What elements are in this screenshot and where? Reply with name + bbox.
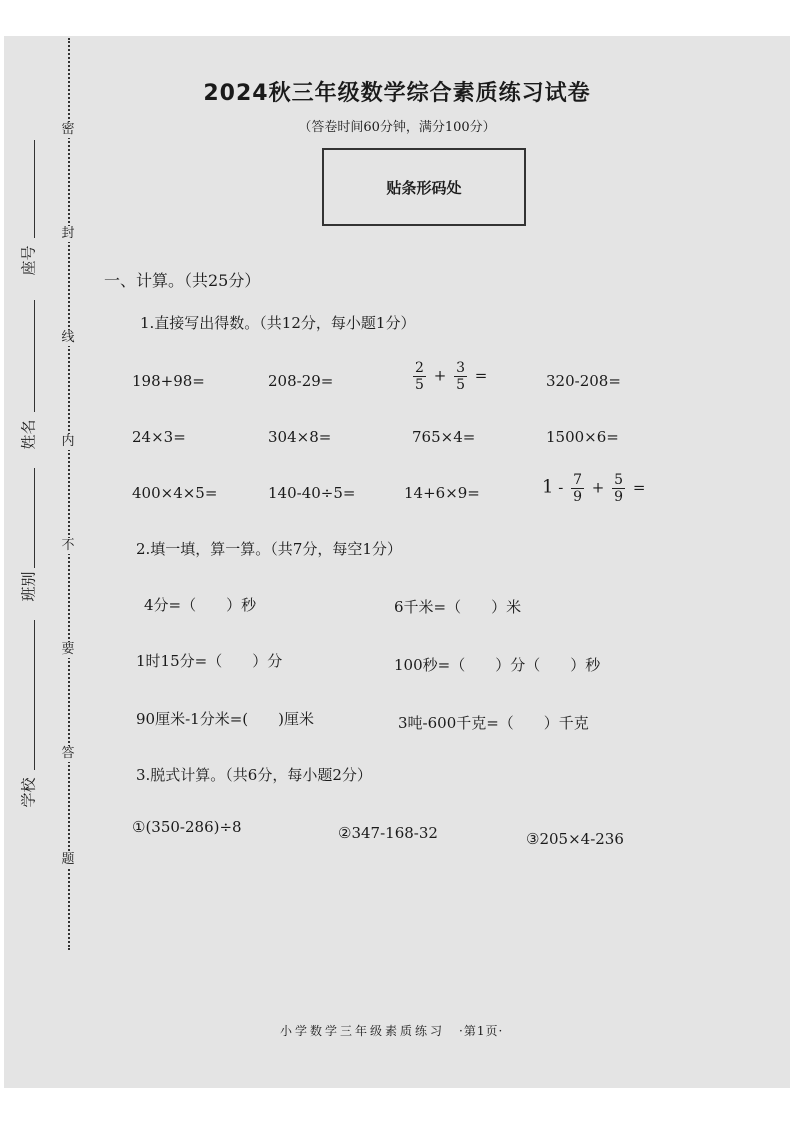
class-label: 班别	[19, 571, 38, 602]
name-line	[34, 300, 35, 412]
seal-char: 线	[58, 330, 78, 346]
calc-item: 320-208=	[546, 372, 621, 390]
binding-dotted-line	[68, 38, 70, 950]
fill-item: 3吨-600千克=（ ）千克	[398, 714, 589, 732]
fill-item: 100秒=（ ）分（ ）秒	[394, 656, 601, 674]
seal-char: 内	[58, 434, 78, 450]
calc-item: 1500×6=	[546, 428, 619, 446]
calc-item: ①(350-286)÷8	[132, 818, 242, 836]
footer-text: 小学数学三年级素质练习	[280, 1024, 446, 1038]
seal-char: 要	[58, 642, 78, 658]
school-label: 学校	[19, 777, 38, 808]
seal-char: 封	[58, 226, 78, 242]
calc-item: 198+98=	[132, 372, 205, 390]
calc-item: 304×8=	[268, 428, 332, 446]
barcode-box	[322, 148, 526, 226]
fraction: $\frac{5}{9}$	[614, 472, 624, 505]
fraction: $\frac{7}{9}$	[573, 472, 583, 505]
page-footer	[280, 1022, 503, 1039]
page-subtitle: （答卷时间60分钟，满分100分）	[298, 120, 496, 135]
seat-number-line	[34, 140, 35, 238]
fraction-item: 1 - $\frac{7}{9}$ + $\frac{5}{9}$ =	[542, 472, 646, 505]
section-heading: 一、计算。（共25分）	[104, 271, 261, 290]
calc-item: 24×3=	[132, 428, 186, 446]
calc-item: 140-40÷5=	[268, 484, 356, 502]
name-label: 姓名	[19, 419, 38, 450]
calc-item: 208-29=	[268, 372, 334, 390]
fill-item: 90厘米-1分米=( )厘米	[136, 710, 314, 728]
seal-char: 密	[58, 122, 78, 138]
school-line	[34, 620, 35, 770]
calc-item: ②347-168-32	[338, 824, 438, 842]
fraction-item: $\frac{2}{5}$ + $\frac{3}{5}$ =	[415, 360, 488, 393]
fill-item: 1时15分=（ ）分	[136, 652, 283, 670]
seat-number-label: 座号	[19, 245, 38, 276]
class-line	[34, 468, 35, 568]
calc-item: 14+6×9=	[404, 484, 480, 502]
seal-char: 题	[58, 852, 78, 868]
page-number: ·第1页·	[459, 1024, 504, 1038]
barcode-label: 贴条形码处	[386, 178, 462, 197]
fraction: $\frac{3}{5}$	[456, 360, 465, 393]
fill-item: 4分=（ ）秒	[144, 596, 257, 614]
fill-item: 6千米=（ ）米	[394, 598, 522, 616]
seal-char: 答	[58, 746, 78, 762]
question-heading: 3.脱式计算。（共6分，每小题2分）	[136, 766, 372, 784]
page-title: 2024秋三年级数学综合素质练习试卷	[203, 81, 591, 106]
question-heading: 2.填一填，算一算。（共7分，每空1分）	[136, 540, 402, 558]
fraction: $\frac{2}{5}$	[415, 360, 424, 393]
calc-item: 765×4=	[412, 428, 476, 446]
calc-item: ③205×4-236	[526, 830, 624, 848]
calc-item: 400×4×5=	[132, 484, 218, 502]
seal-char: 不	[58, 538, 78, 554]
question-heading: 1.直接写出得数。（共12分，每小题1分）	[140, 314, 416, 332]
